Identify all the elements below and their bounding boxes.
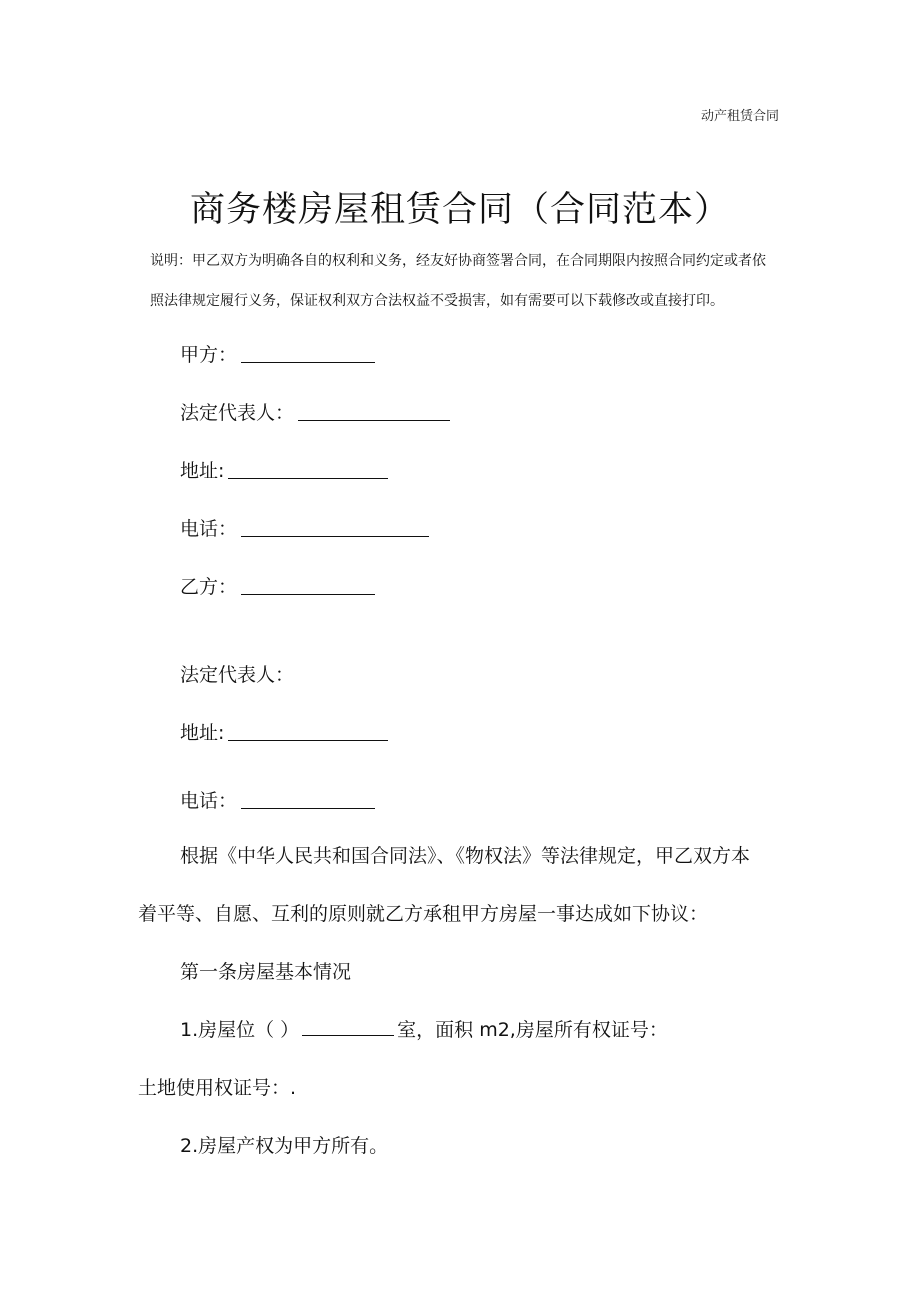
article-1-heading: 第一条房屋基本情况 <box>180 961 352 983</box>
preamble-line-1: 根据《中华人民共和国合同法》、《物权法》等法律规定，甲乙双方本 <box>180 845 751 867</box>
party-b-name-blank[interactable] <box>241 593 375 595</box>
party-a-rep-label: 法定代表人： <box>180 402 295 424</box>
article-1-item-2: 2.房屋产权为甲方所有。 <box>180 1135 389 1157</box>
party-b-address-blank[interactable] <box>228 739 388 741</box>
document-title: 商务楼房屋租赁合同（合同范本） <box>189 190 730 230</box>
party-b-address-field[interactable] <box>180 718 388 745</box>
article-1-item-1 <box>180 1015 668 1042</box>
party-a-address-blank[interactable] <box>228 477 388 479</box>
party-a-address-label: 地址: <box>180 460 225 482</box>
party-b-rep-label: 法定代表人： <box>180 664 295 686</box>
party-a-name-field[interactable] <box>180 340 375 367</box>
party-a-name-blank[interactable] <box>241 361 375 363</box>
header-label: 动产租赁合同 <box>701 109 780 124</box>
party-a-rep-field[interactable] <box>180 398 450 425</box>
party-b-phone-blank[interactable] <box>241 807 375 809</box>
party-a-phone-field[interactable] <box>180 514 429 541</box>
party-a-phone-blank[interactable] <box>241 535 429 537</box>
party-b-address-label: 地址: <box>180 722 225 744</box>
party-b-phone-field[interactable] <box>180 786 375 813</box>
party-a-phone-label: 电话： <box>180 518 238 540</box>
preamble-line-2: 着平等、自愿、互利的原则就乙方承租甲方房屋一事达成如下协议： <box>138 903 709 925</box>
article-1-item-1-prefix: 1.房屋位（ ） <box>180 1019 300 1041</box>
party-a-address-field[interactable] <box>180 456 388 483</box>
party-b-name-field[interactable] <box>180 572 375 599</box>
party-a-name-label: 甲方： <box>180 344 238 366</box>
note-line-1: 说明：甲乙双方为明确各自的权利和义务，经友好协商签署合同，在合同期限内按照合同约定或者依 <box>150 253 766 269</box>
party-b-rep-field <box>180 660 294 687</box>
party-b-name-label: 乙方： <box>180 576 238 598</box>
article-1-item-1-continued: 土地使用权证号：. <box>138 1077 297 1099</box>
note-line-2: 照法律规定履行义务，保证权利双方合法权益不受损害，如有需要可以下载修改或直接打印。 <box>150 293 724 309</box>
article-1-item-1-suffix: 室，面积 m2,房屋所有权证号： <box>397 1019 668 1041</box>
party-b-phone-label: 电话： <box>180 790 238 812</box>
party-a-rep-blank[interactable] <box>298 419 450 421</box>
room-number-blank[interactable] <box>302 1034 394 1036</box>
